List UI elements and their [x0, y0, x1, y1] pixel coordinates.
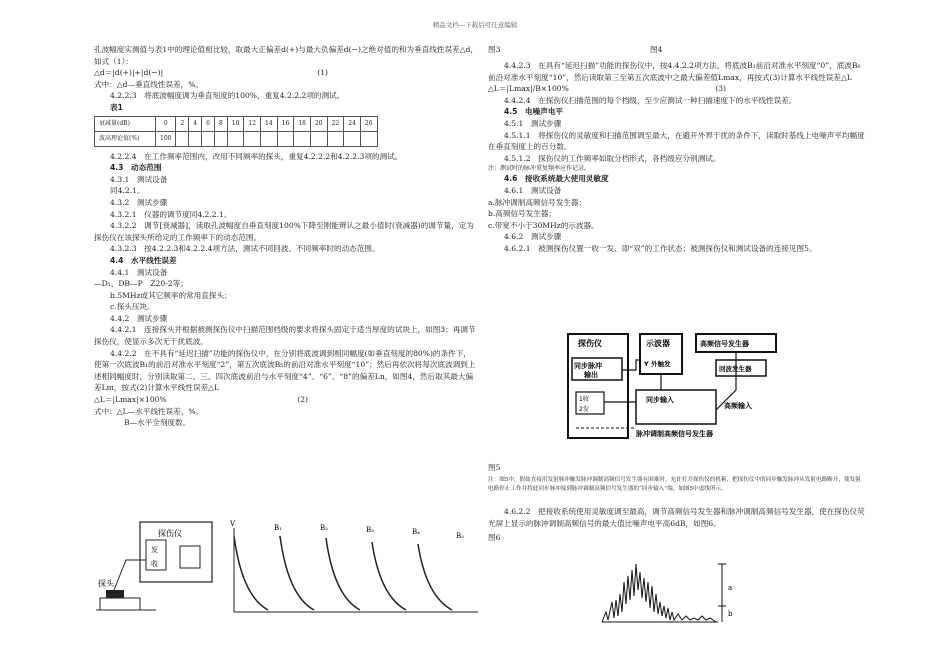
- fig4-echo-1: [280, 536, 314, 610]
- fig3-label-flaw: 探伤仪: [158, 529, 182, 538]
- table-cell: [327, 131, 344, 146]
- fig4-v-label: V: [230, 520, 236, 528]
- fig4-b3-label: B₃: [366, 526, 374, 534]
- fig5-rx-label: 1收: [579, 396, 589, 403]
- table-cell: 6: [202, 116, 215, 131]
- paragraph: 4.3.2.1 仪器的调节度同4.2.2.1。: [110, 209, 232, 219]
- table-cell: 18: [294, 116, 311, 131]
- table-cell: 10: [227, 116, 244, 131]
- paragraph: 孔波幅度实测值与表1中的理论值相比较，取最大正偏差d(+)与最大负偏差d(−)之绝对值的和为垂直线性误差△d，如式（1）：: [94, 45, 478, 66]
- fig4-b1-label: B₁: [274, 524, 282, 532]
- formula-1-number: (1): [317, 68, 328, 78]
- table-caption: 表1: [110, 102, 123, 112]
- fig6-b-label: b: [728, 610, 733, 618]
- formula-row: [94, 67, 478, 79]
- section-heading: 4.4 水平线性误差: [110, 255, 177, 265]
- fig6-caption: 图6: [488, 533, 501, 542]
- fig3-test-block: [100, 598, 140, 610]
- fig4-echo-0: [234, 536, 268, 610]
- formula-explain: B—水平全刻度数。: [124, 418, 191, 428]
- section-heading: 4.6 接收系统最大使用灵敏度: [504, 174, 609, 184]
- formula-2: △L＝|Lmax|×100%: [94, 395, 167, 405]
- paragraph: 4.4.2.1 连接探头并根据被测探伤仪中扫描范围档级的要求将探头固定于适当厚度的试块上，如图3；再调节探伤仪，使显示多次无干扰底波。: [94, 325, 476, 347]
- paragraph: 4.5.1.2 探伤仪的工作频率如取分档形式，各档级应分别测试。: [504, 153, 721, 163]
- fig5-mod-label: 脉冲调制高频信号发生器: [636, 430, 713, 438]
- paragraph: 4.3.2.3 按4.2.2.3和4.2.2.4项方法，测试不同回波、不同频率时的动态范围。: [110, 244, 380, 254]
- table-cell: 22: [327, 116, 344, 131]
- subsection-heading: 4.4.2 测试步骤: [110, 313, 168, 323]
- fig3-probe: [106, 590, 124, 598]
- figure-5: [566, 330, 791, 450]
- paragraph: 4.4.2.4 在探伤仪扫描范围的每个档级，至少应测试一种扫描速度下的水平线性误差。: [504, 95, 797, 105]
- table-cell: [344, 131, 361, 146]
- fig5-caption: 图5: [488, 463, 501, 472]
- left-column: [94, 44, 478, 429]
- table-cell: 12: [244, 116, 261, 131]
- fig5-sync-label: 同步脉冲: [574, 362, 602, 370]
- subsection-heading: 4.4.1 测试设备: [110, 267, 168, 277]
- page-header: 精品文档---下载后可任意编辑: [432, 21, 518, 29]
- right-column: [488, 60, 866, 255]
- fig5-out-label: 输出: [584, 371, 598, 379]
- section-heading: 4.3 动态范围: [110, 163, 162, 173]
- table-cell: [294, 131, 311, 146]
- table-cell: [360, 131, 377, 146]
- table-cell: 14: [261, 116, 278, 131]
- paragraph: 4.2.2.4 在工作频率范围内，改用不同频率的探头，重复4.2.2.2和4.2.2.3项的测试。: [110, 151, 403, 161]
- fig4-echo-2: [326, 538, 360, 610]
- formula-2-number: (2): [297, 395, 308, 405]
- figure-6: [598, 542, 738, 628]
- table-cell: 100: [156, 131, 176, 146]
- table-row: [95, 131, 378, 146]
- fig5-wire: [622, 360, 640, 370]
- formula-3: △L＝|Lmax|/B×100%: [488, 84, 569, 94]
- formula-explain: 式中：△L—水平线性误差，%。: [94, 406, 204, 416]
- table-cell: 26: [360, 116, 377, 131]
- fig4-b2-label: B₂: [320, 524, 328, 532]
- subsection-heading: 4.3.2 测试步骤: [110, 197, 168, 207]
- table-cell: [189, 131, 202, 146]
- table-cell: 8: [214, 116, 227, 131]
- table-cell: 24: [344, 116, 361, 131]
- paragraph: 4.4.2.2 在不具有“延迟扫描”功能的探伤仪中，在分别将底波调到相同幅度(如垂直刻度的80%)的条件下，使第一次底波B₁的前沿对准水平刻度“2”，第五次底波B₅的前沿对准水平刻度“10”；然后再依次将每次底波调到上述相同幅度时，分别读取第二、三、四次底波前沿与水平刻度“4”、“6”、“8”的偏差Ln，如图4，然后取其最大偏差Lm，按式(2)计算水平线性误差△L: [94, 348, 476, 393]
- figure-3: [96, 516, 221, 616]
- fig5-note: 注：图5中，假如直接用发射脉冲触发脉冲调制高频信号发生器有困难时，允许打开探伤仪的机箱，把探伤仪中的同步触发脉冲从发射电路断开，使发射电路停止工作并将此同步脉冲接到脉冲调制高频信号发生器的“同步输入”端，如图5中虚线所示。: [488, 477, 861, 492]
- fig5-flaw-detector: [568, 334, 628, 438]
- fig6-a-label: a: [728, 584, 733, 592]
- fig3-cable: [114, 560, 146, 590]
- fig3-screen: [180, 546, 200, 568]
- fig3-label-rx: 收: [151, 560, 158, 568]
- fig5-hf-in-label: 高频输入: [724, 402, 752, 410]
- subsection-heading: 4.6.2 测试步骤: [504, 232, 562, 242]
- section-heading: 4.5 电噪声电平: [504, 107, 564, 117]
- fig3-label-probe: 探头: [98, 579, 114, 588]
- paragraph: 4.6.2.2 把接收系统使用灵敏度调至最高，调节高频信号发生器和脉冲调制高频信号发生器，使在探伤仪荧光屏上显示的脉冲调制高频信号的最大值比噪声电平高6dB，如图6。: [488, 507, 865, 528]
- fig5-tx-label: 2发: [579, 406, 589, 413]
- fig5-sync-in-label: 同步输入: [646, 396, 674, 404]
- list-item: b.高频信号发生器；: [488, 209, 557, 219]
- table-cell: [227, 131, 244, 146]
- list-item: c.探头压块。: [110, 302, 155, 312]
- fig6-noise: [602, 564, 716, 622]
- paragraph: 4.2.2.3 将底波幅度调为垂直刻度的100%，重复4.2.2.2项的测试。: [110, 91, 345, 101]
- table-cell: 20: [310, 116, 327, 131]
- fig4-b5-label: B₅: [456, 532, 464, 540]
- table-row: [95, 116, 378, 131]
- list-item: —D₁、DB—P Z20-2等；: [94, 279, 188, 289]
- table-cell: [214, 131, 227, 146]
- table-cell: 0: [156, 116, 176, 131]
- paragraph: 4.5.1.1 将探伤仪的灵敏度和扫描范围调至最大，在避开外界干扰的条件下，读取时基线上电噪声平均幅度在垂直刻度上的百分数。: [488, 130, 865, 152]
- figure-4: [228, 516, 480, 620]
- formula-row: [488, 83, 866, 95]
- fig4-caption: 图4: [650, 45, 663, 54]
- fig3-label-tx: 发: [151, 546, 158, 554]
- table-cell: [244, 131, 261, 146]
- table-cell: 波高理论值(%): [95, 131, 156, 146]
- paragraph: 同4.2.1。: [110, 186, 145, 196]
- table-cell: 16: [277, 116, 294, 131]
- fig5-osc-label: 示波器: [646, 339, 670, 348]
- table-cell: [202, 131, 215, 146]
- table-cell: [310, 131, 327, 146]
- fig3-caption: 图3: [488, 45, 501, 54]
- paragraph: 4.3.2.2 调节[衰减器]，读取孔波幅度自垂直刻度100%下降至刚能辨认之最小值时(衰减器)的调节量，定为探伤仪在该探头所给定的工作频率下的动态范围。: [94, 221, 474, 242]
- table-cell: 4: [189, 116, 202, 131]
- table-cell: [261, 131, 278, 146]
- table-cell: [176, 131, 189, 146]
- subsection-heading: 4.6.1 测试设备: [504, 185, 562, 195]
- paragraph: 4.6.2.1 被测探伤仪置一收一发、即“双”的工作状态；被测探伤仪和测试设备的连接见图5。: [504, 243, 817, 253]
- subsection-heading: 4.5.1 测试步骤: [504, 118, 562, 128]
- formula-1: △d＝|d(+)|+|d(−)|: [94, 68, 164, 78]
- fig4-echo-4: [418, 544, 452, 610]
- list-item: b.5MHz或其它频率的常用直探头；: [110, 290, 232, 300]
- table-1: [94, 116, 378, 147]
- fig4-echo-3: [372, 542, 406, 610]
- fig5-hf-label: 高频信号发生器: [700, 340, 749, 348]
- paragraph: 4.4.2.3 在具有“延迟扫描”功能的探伤仪中，按4.4.2.2项方法，将底波B₁前沿对准水平刻度“0”，底波B₆前沿对准水平刻度“10”，然后读取第三至第五次底波中之最大偏差值Lmax，再按式(3)计算水平线性误差△L: [488, 61, 861, 82]
- table-cell: 2: [176, 116, 189, 131]
- subsection-heading: 4.3.1 测试设备: [110, 174, 168, 184]
- formula-row: [94, 394, 478, 406]
- fig4-b4-label: B₄: [412, 528, 420, 536]
- formula-3-number: (3): [715, 84, 726, 94]
- fig5-flaw-label: 探伤仪: [578, 339, 602, 348]
- table-cell: 衰减量(dB): [95, 116, 156, 131]
- note: 注：测试时的脉冲重复频率应作记录。: [488, 165, 591, 173]
- fig5-yin-label: Y 外触发: [644, 360, 671, 368]
- fig5-pulse-label: 回波发生器: [719, 365, 752, 373]
- formula-explain: 式中：△d—垂直线性误差，%。: [94, 79, 204, 89]
- table-cell: [277, 131, 294, 146]
- list-item: c.带宽不小于30MHz的示波器。: [488, 220, 599, 230]
- list-item: a.脉冲调制高频信号发生器；: [488, 197, 587, 207]
